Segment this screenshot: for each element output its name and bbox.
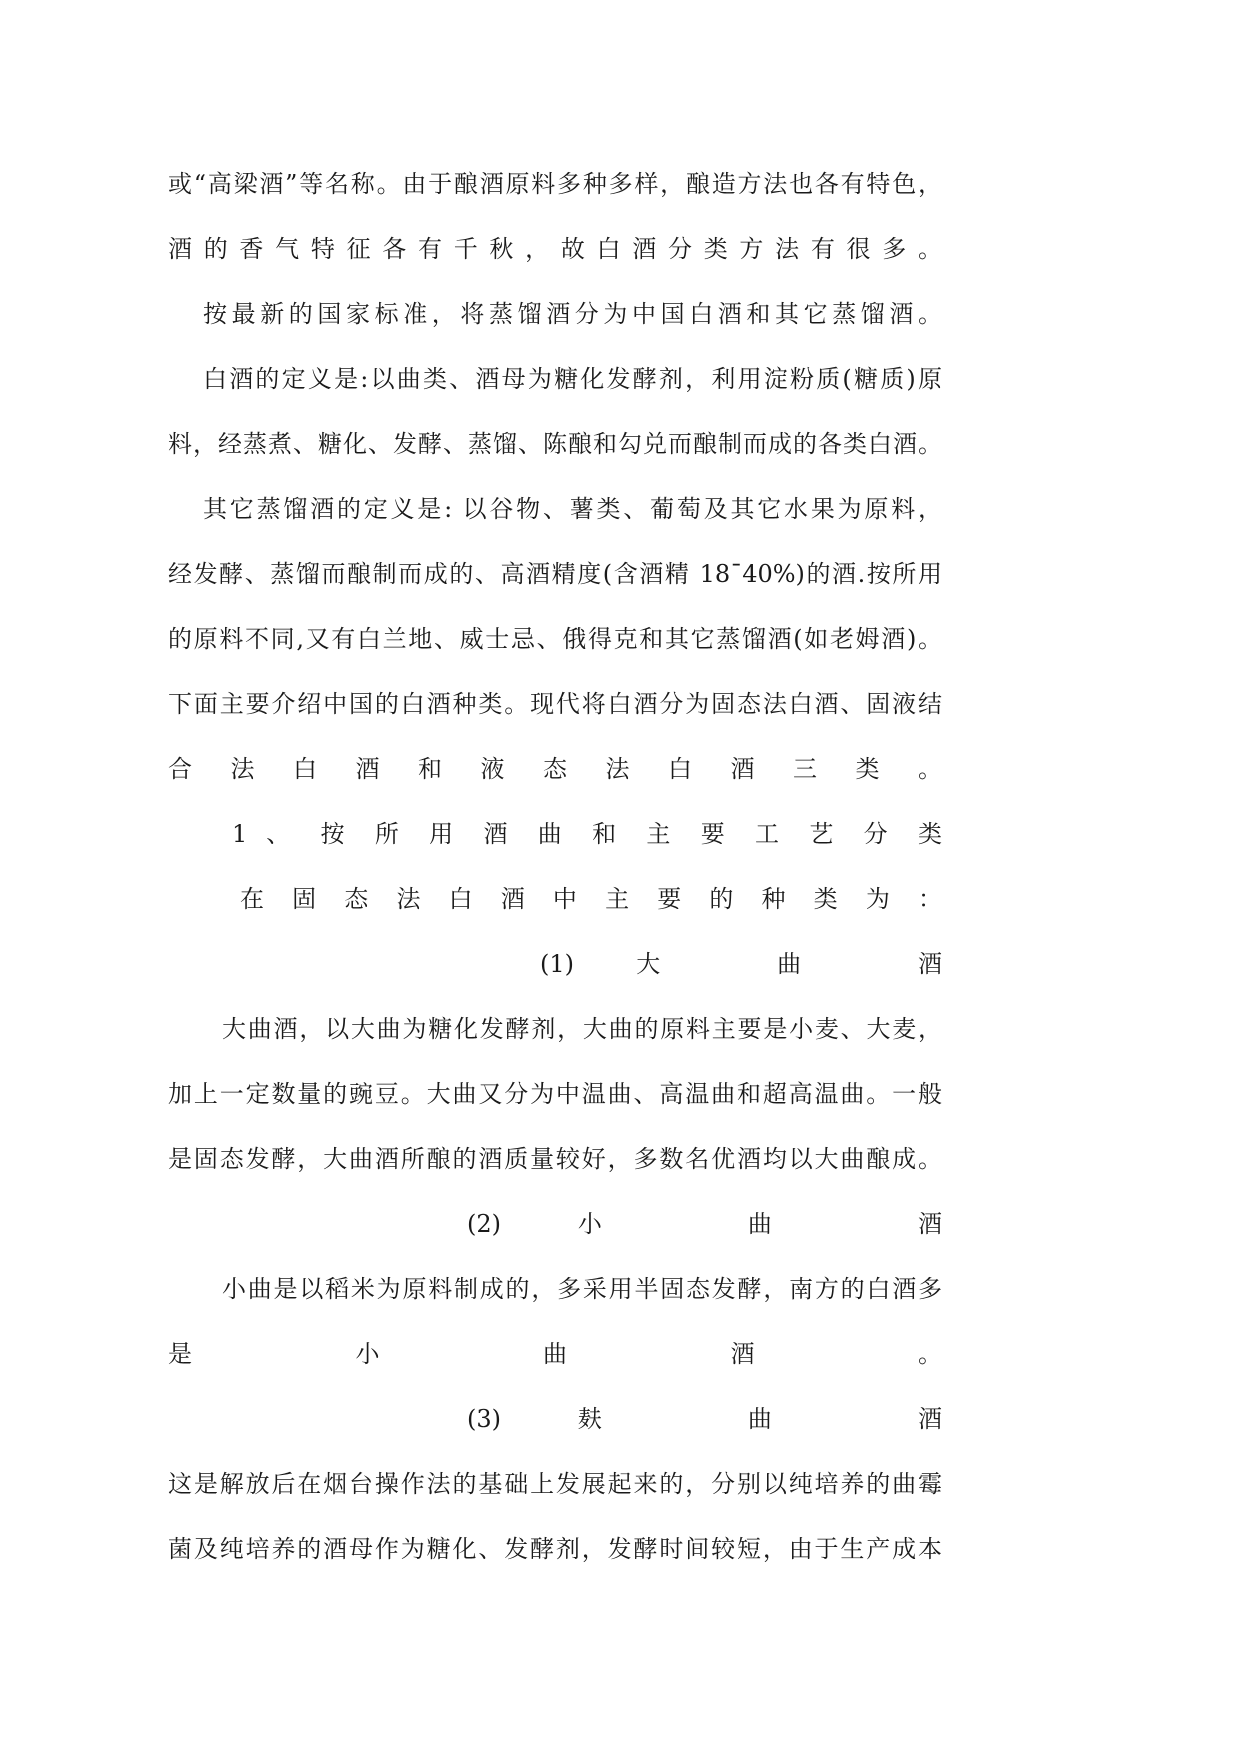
body-text-line: 下面主要介绍中国的白酒种类。现代将白酒分为固态法白酒、固液结 [168, 690, 942, 718]
subsection-heading: (3) 麸 曲 酒 [467, 1405, 942, 1433]
paragraph-first-line: 按最新的国家标准，将蒸馏酒分为中国白酒和其它蒸馏酒。 [203, 300, 942, 328]
body-text-line: 是固态发酵，大曲酒所酿的酒质量较好，多数名优酒均以大曲酿成。 [168, 1145, 942, 1173]
section-heading: 1 、 按 所 用 酒 曲 和 主 要 工 艺 分 类 [232, 820, 942, 848]
paragraph-first-line: 白酒的定义是:以曲类、酒母为糖化发酵剂，利用淀粉质(糖质)原 [203, 365, 942, 393]
paragraph-first-line: 大曲酒，以大曲为糖化发酵剂，大曲的原料主要是小麦、大麦， [222, 1015, 942, 1043]
body-text-line: 菌及纯培养的酒母作为糖化、发酵剂，发酵时间较短，由于生产成本 [168, 1535, 942, 1563]
body-text-line: 合 法 白 酒 和 液 态 法 白 酒 三 类 。 [168, 755, 942, 783]
body-text-line: 这是解放后在烟台操作法的基础上发展起来的，分别以纯培养的曲霉 [168, 1470, 942, 1498]
list-intro-line: 在 固 态 法 白 酒 中 主 要 的 种 类 为 ： [240, 885, 942, 913]
body-text-line: 经发酵、蒸馏而酿制而成的、高酒精度(含酒精 18¯40%)的酒.按所用 [168, 560, 942, 588]
body-text-line: 或“高梁酒”等名称。由于酿酒原料多种多样，酿造方法也各有特色， [168, 170, 942, 198]
body-text-line: 的原料不同,又有白兰地、威士忌、俄得克和其它蒸馏酒(如老姆酒)。 [168, 625, 942, 653]
body-text-line: 料，经蒸煮、糖化、发酵、蒸馏、陈酿和勾兑而酿制而成的各类白酒。 [168, 430, 942, 458]
paragraph-first-line: 小曲是以稻米为原料制成的，多采用半固态发酵，南方的白酒多 [222, 1275, 942, 1303]
subsection-heading: (2) 小 曲 酒 [467, 1210, 942, 1238]
body-text-line: 酒 的 香 气 特 征 各 有 千 秋 ， 故 白 酒 分 类 方 法 有 很 多 。 [168, 235, 942, 263]
body-text-line: 是 小 曲 酒 。 [168, 1340, 942, 1368]
body-text-line: 加上一定数量的豌豆。大曲又分为中温曲、高温曲和超高温曲。一般 [168, 1080, 942, 1108]
subsection-heading: (1) 大 曲 酒 [540, 950, 942, 978]
document-page [168, 152, 942, 1582]
paragraph-first-line: 其它蒸馏酒的定义是: 以谷物、薯类、葡萄及其它水果为原料， [203, 495, 942, 523]
